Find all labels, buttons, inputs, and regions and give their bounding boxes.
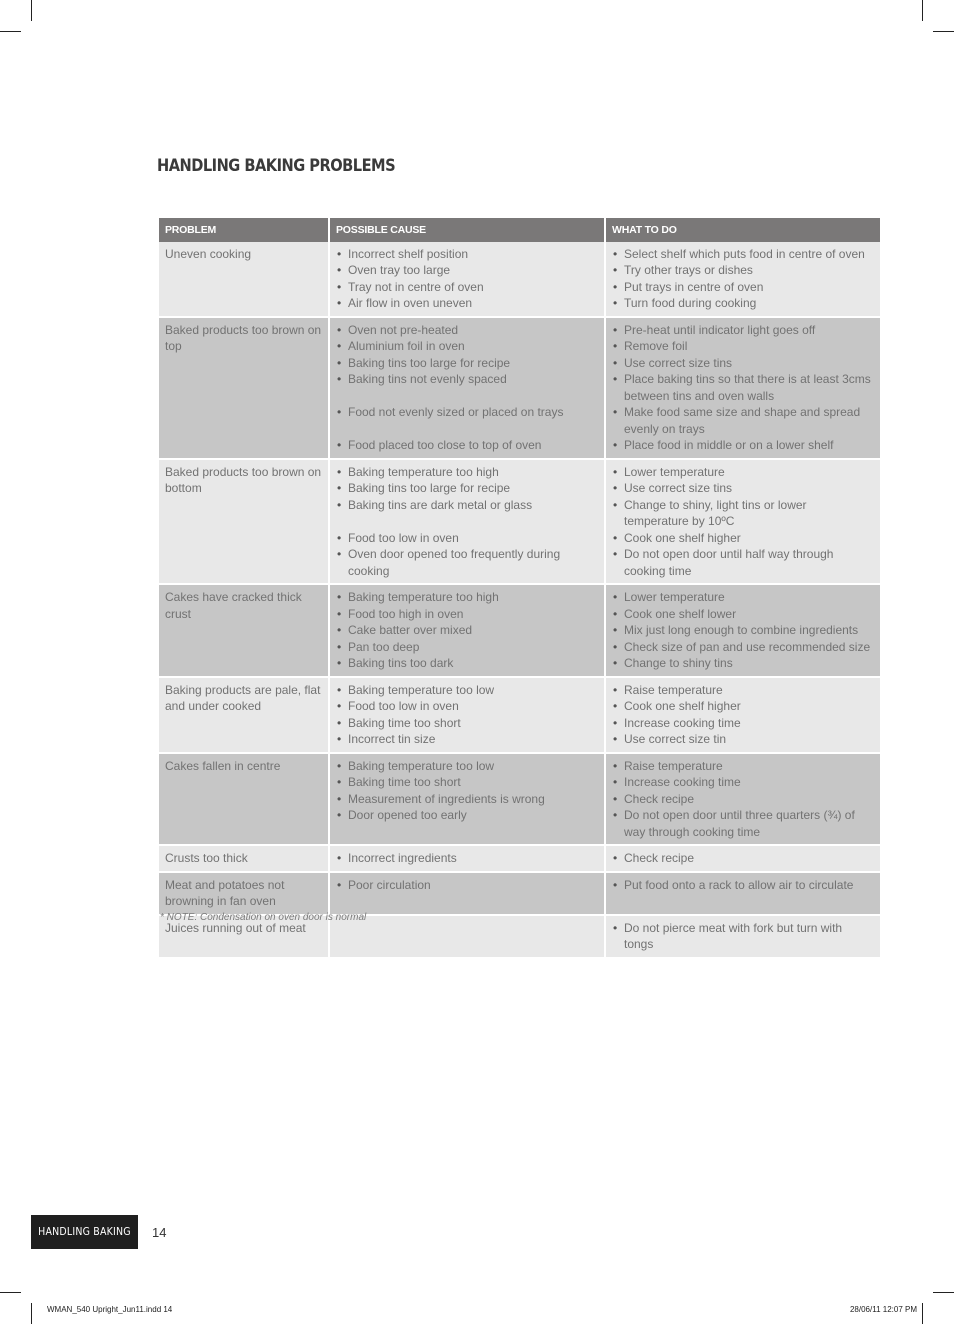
list-item: • Aluminium foil in oven: [336, 338, 598, 355]
list-item: • Air flow in oven uneven: [336, 295, 598, 312]
problem-cell: Baked products too brown on top: [159, 316, 328, 458]
print-slug-file: WMAN_540 Upright_Jun11.indd 14: [47, 1305, 173, 1314]
list-item: • Baking temperature too low: [336, 682, 598, 699]
list-item: • Remove foil: [612, 338, 874, 355]
list-item: • Incorrect shelf position: [336, 246, 598, 263]
crop-mark: [31, 0, 32, 21]
crop-mark: [0, 1292, 21, 1293]
table-row: [159, 316, 880, 458]
header-possible-cause: POSSIBLE CAUSE: [328, 218, 604, 242]
list-item: • Baking tins are dark metal or glass: [336, 497, 598, 514]
cause-cell: [328, 676, 604, 752]
list-item: • Increase cooking time: [612, 715, 874, 732]
problem-cell: Baked products too brown on bottom: [159, 458, 328, 584]
action-cell: [604, 242, 880, 316]
list-item: • Turn food during cooking: [612, 295, 874, 312]
crop-mark: [31, 1303, 32, 1324]
cause-cell: [328, 458, 604, 584]
list-item: • Lower temperature: [612, 589, 874, 606]
problem-cell: Juices running out of meat: [159, 914, 328, 957]
list-item: • Increase cooking time: [612, 774, 874, 791]
table-row: [159, 844, 880, 871]
cause-cell: [328, 242, 604, 316]
problem-cell: Meat and potatoes not browning in fan oven: [159, 871, 328, 914]
list-item: • Lower temperature: [612, 464, 874, 481]
baking-problems-table: [159, 218, 880, 957]
condensation-note: * NOTE: Condensation on oven door is normal: [160, 912, 367, 923]
section-tab: HANDLING BAKING: [31, 1215, 138, 1249]
list-item: • Incorrect tin size: [336, 731, 598, 748]
list-item: • Baking tins too large for recipe: [336, 480, 598, 497]
crop-mark: [922, 1303, 923, 1324]
list-item: • Pre-heat until indicator light goes off: [612, 322, 874, 339]
table-row: [159, 583, 880, 676]
crop-mark: [922, 0, 923, 21]
header-problem: PROBLEM: [159, 218, 328, 242]
list-item: • Change to shiny, light tins or lower temperature by 10ºC: [612, 497, 874, 530]
action-cell: [604, 676, 880, 752]
list-item: • Baking temperature too low: [336, 758, 598, 775]
list-item: • Door opened too early: [336, 807, 598, 824]
list-item: • Food too high in oven: [336, 606, 598, 623]
list-item: • Put trays in centre of oven: [612, 279, 874, 296]
list-item: • Do not pierce meat with fork but turn with tongs: [612, 920, 874, 953]
header-what-to-do: WHAT TO DO: [604, 218, 880, 242]
list-item: • Baking tins too large for recipe: [336, 355, 598, 372]
list-item: • Cook one shelf higher: [612, 698, 874, 715]
action-cell: [604, 844, 880, 871]
problem-cell: Baking products are pale, flat and under cooked: [159, 676, 328, 752]
list-item: • Baking tins too dark: [336, 655, 598, 672]
list-item: • Food too low in oven: [336, 530, 598, 547]
list-item: • Baking temperature too high: [336, 589, 598, 606]
action-cell: [604, 871, 880, 914]
list-item: • Oven not pre-heated: [336, 322, 598, 339]
action-cell: [604, 583, 880, 676]
list-item: • Oven door opened too frequently during cooking: [336, 546, 598, 579]
list-item: • Check size of pan and use recommended size: [612, 639, 874, 656]
page-number: 14: [152, 1225, 167, 1240]
cause-cell: [328, 914, 604, 957]
table-row: [159, 676, 880, 752]
list-item: • Measurement of ingredients is wrong: [336, 791, 598, 808]
list-item: • Baking temperature too high: [336, 464, 598, 481]
crop-mark: [933, 31, 954, 32]
list-item: • Raise temperature: [612, 758, 874, 775]
list-item: • Baking time too short: [336, 715, 598, 732]
cause-cell: [328, 844, 604, 871]
list-item: • Cook one shelf higher: [612, 530, 874, 547]
table-row: [159, 871, 880, 914]
list-item: • Baking tins not evenly spaced: [336, 371, 598, 388]
list-item: • Cook one shelf lower: [612, 606, 874, 623]
cause-cell: [328, 316, 604, 458]
action-cell: [604, 914, 880, 957]
list-item: • Use correct size tins: [612, 355, 874, 372]
list-item: • Put food onto a rack to allow air to circulate: [612, 877, 874, 894]
list-item: • Change to shiny tins: [612, 655, 874, 672]
list-item: • Food placed too close to top of oven: [336, 437, 598, 454]
page-title: HANDLING BAKING PROBLEMS: [157, 156, 396, 176]
list-item: • Cake batter over mixed: [336, 622, 598, 639]
table-row: [159, 458, 880, 584]
cause-cell: [328, 871, 604, 914]
problem-cell: Cakes have cracked thick crust: [159, 583, 328, 676]
list-item: • Pan too deep: [336, 639, 598, 656]
list-item: • Make food same size and shape and spread evenly on trays: [612, 404, 874, 437]
list-item: • Do not open door until half way through cooking time: [612, 546, 874, 579]
print-slug-date: 28/06/11 12:07 PM: [849, 1305, 917, 1314]
cause-cell: [328, 752, 604, 845]
list-item: • Tray not in centre of oven: [336, 279, 598, 296]
table-row: [159, 752, 880, 845]
cause-cell: [328, 583, 604, 676]
list-item: • Place food in middle or on a lower shelf: [612, 437, 874, 454]
list-item: • Check recipe: [612, 791, 874, 808]
problem-cell: Crusts too thick: [159, 844, 328, 871]
list-item: • Incorrect ingredients: [336, 850, 598, 867]
list-item: • Try other trays or dishes: [612, 262, 874, 279]
list-item: • Baking time too short: [336, 774, 598, 791]
list-item: • Do not open door until three quarters (¾) of way through cooking time: [612, 807, 874, 840]
table-row: [159, 242, 880, 316]
action-cell: [604, 752, 880, 845]
problem-cell: Uneven cooking: [159, 242, 328, 316]
list-item: • Use correct size tins: [612, 480, 874, 497]
list-item: • Poor circulation: [336, 877, 598, 894]
list-item: • Mix just long enough to combine ingredients: [612, 622, 874, 639]
list-item: • Food too low in oven: [336, 698, 598, 715]
list-item: • Use correct size tin: [612, 731, 874, 748]
list-item: • Oven tray too large: [336, 262, 598, 279]
crop-mark: [933, 1292, 954, 1293]
list-item: • Select shelf which puts food in centre of oven: [612, 246, 874, 263]
crop-mark: [0, 31, 21, 32]
list-item: • Raise temperature: [612, 682, 874, 699]
list-item: • Food not evenly sized or placed on trays: [336, 404, 598, 421]
problem-cell: Cakes fallen in centre: [159, 752, 328, 845]
table-header-row: [159, 218, 880, 242]
list-item: • Place baking tins so that there is at least 3cms between tins and oven walls: [612, 371, 874, 404]
list-item: • Check recipe: [612, 850, 874, 867]
action-cell: [604, 458, 880, 584]
action-cell: [604, 316, 880, 458]
